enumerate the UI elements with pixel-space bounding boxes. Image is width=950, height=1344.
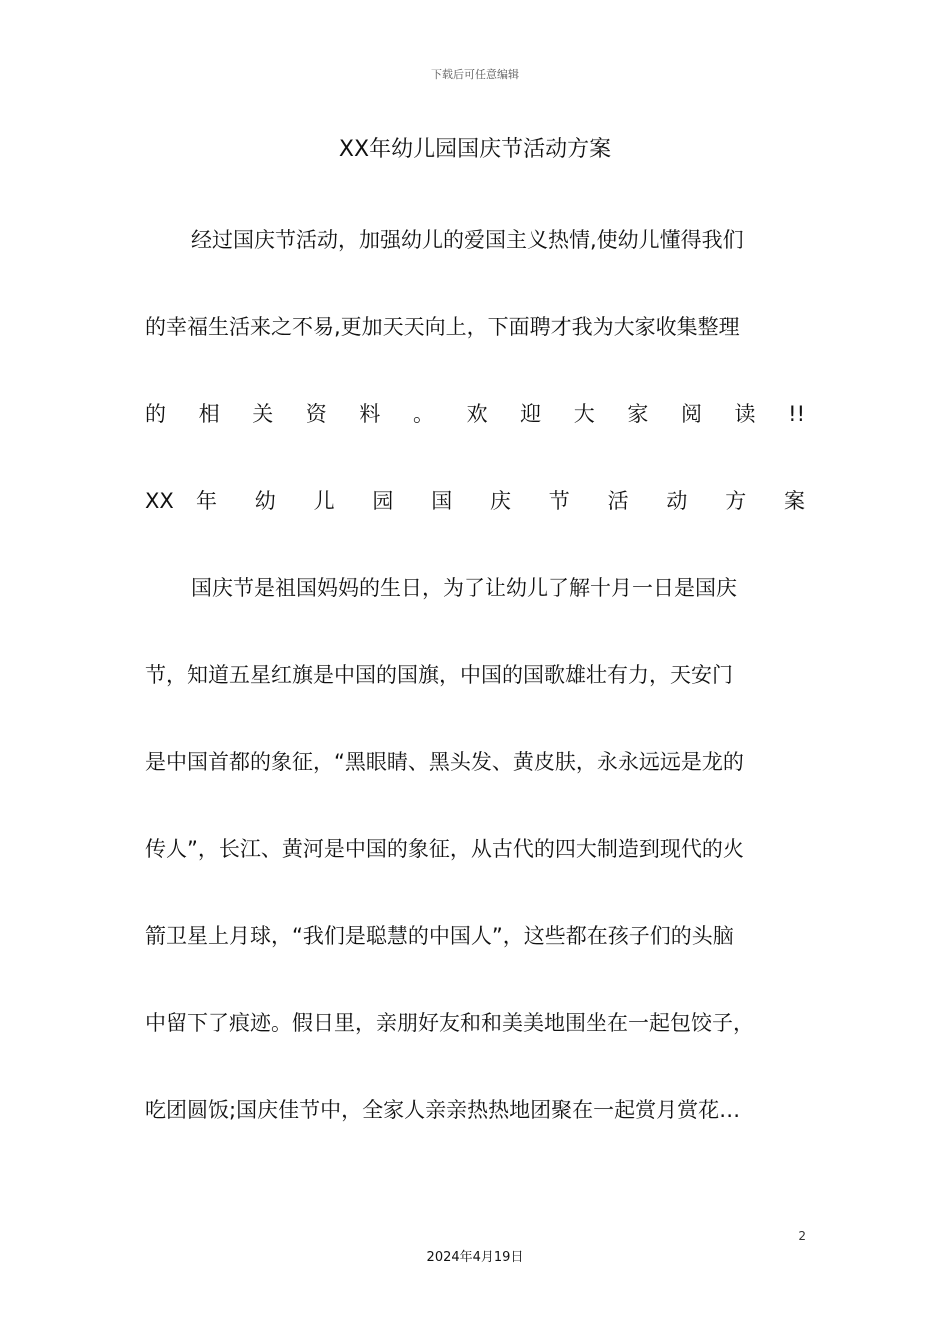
body-line-2: 的幸福生活来之不易,更加天天向上，下面聘才我为大家收集整理 (145, 315, 740, 339)
footer-date: 2024年4月19日 (426, 1250, 524, 1265)
body-line-5: 国庆节是祖国妈妈的生日，为了让幼儿了解十月一日是国庆 (191, 576, 737, 600)
body-line-8: 传人”，长江、黄河是中国的象征，从古代的四大制造到现代的火 (145, 837, 744, 861)
body-line-10: 中留下了痕迹。假日里，亲朋好友和和美美地围坐在一起包饺子， (145, 1011, 754, 1035)
body-line-7: 是中国首都的象征，“黑眼睛、黑头发、黄皮肤，永永远远是龙的 (145, 750, 744, 774)
document-title: XX年幼儿园国庆节活动方案 (338, 137, 612, 162)
page-number: 2 (798, 1229, 806, 1243)
header-note: 下载后可任意编辑 (431, 68, 519, 81)
body-line-9: 箭卫星上月球，“我们是聪慧的中国人”，这些都在孩子们的头脑 (145, 924, 734, 948)
body-line-4: XX 年 幼 儿 园 国 庆 节 活 动 方 案 (145, 489, 805, 513)
body-line-6: 节，知道五星红旗是中国的国旗，中国的国歌雄壮有力，天安门 (145, 663, 733, 687)
body-line-3: 的 相 关 资 料 。 欢 迎 大 家 阅 读 !! (145, 402, 805, 426)
body-line-11: 吃团圆饭;国庆佳节中，全家人亲亲热热地团聚在一起赏月赏花… (145, 1098, 741, 1122)
body-line-1: 经过国庆节活动，加强幼儿的爱国主义热情,使幼儿懂得我们 (191, 228, 744, 252)
